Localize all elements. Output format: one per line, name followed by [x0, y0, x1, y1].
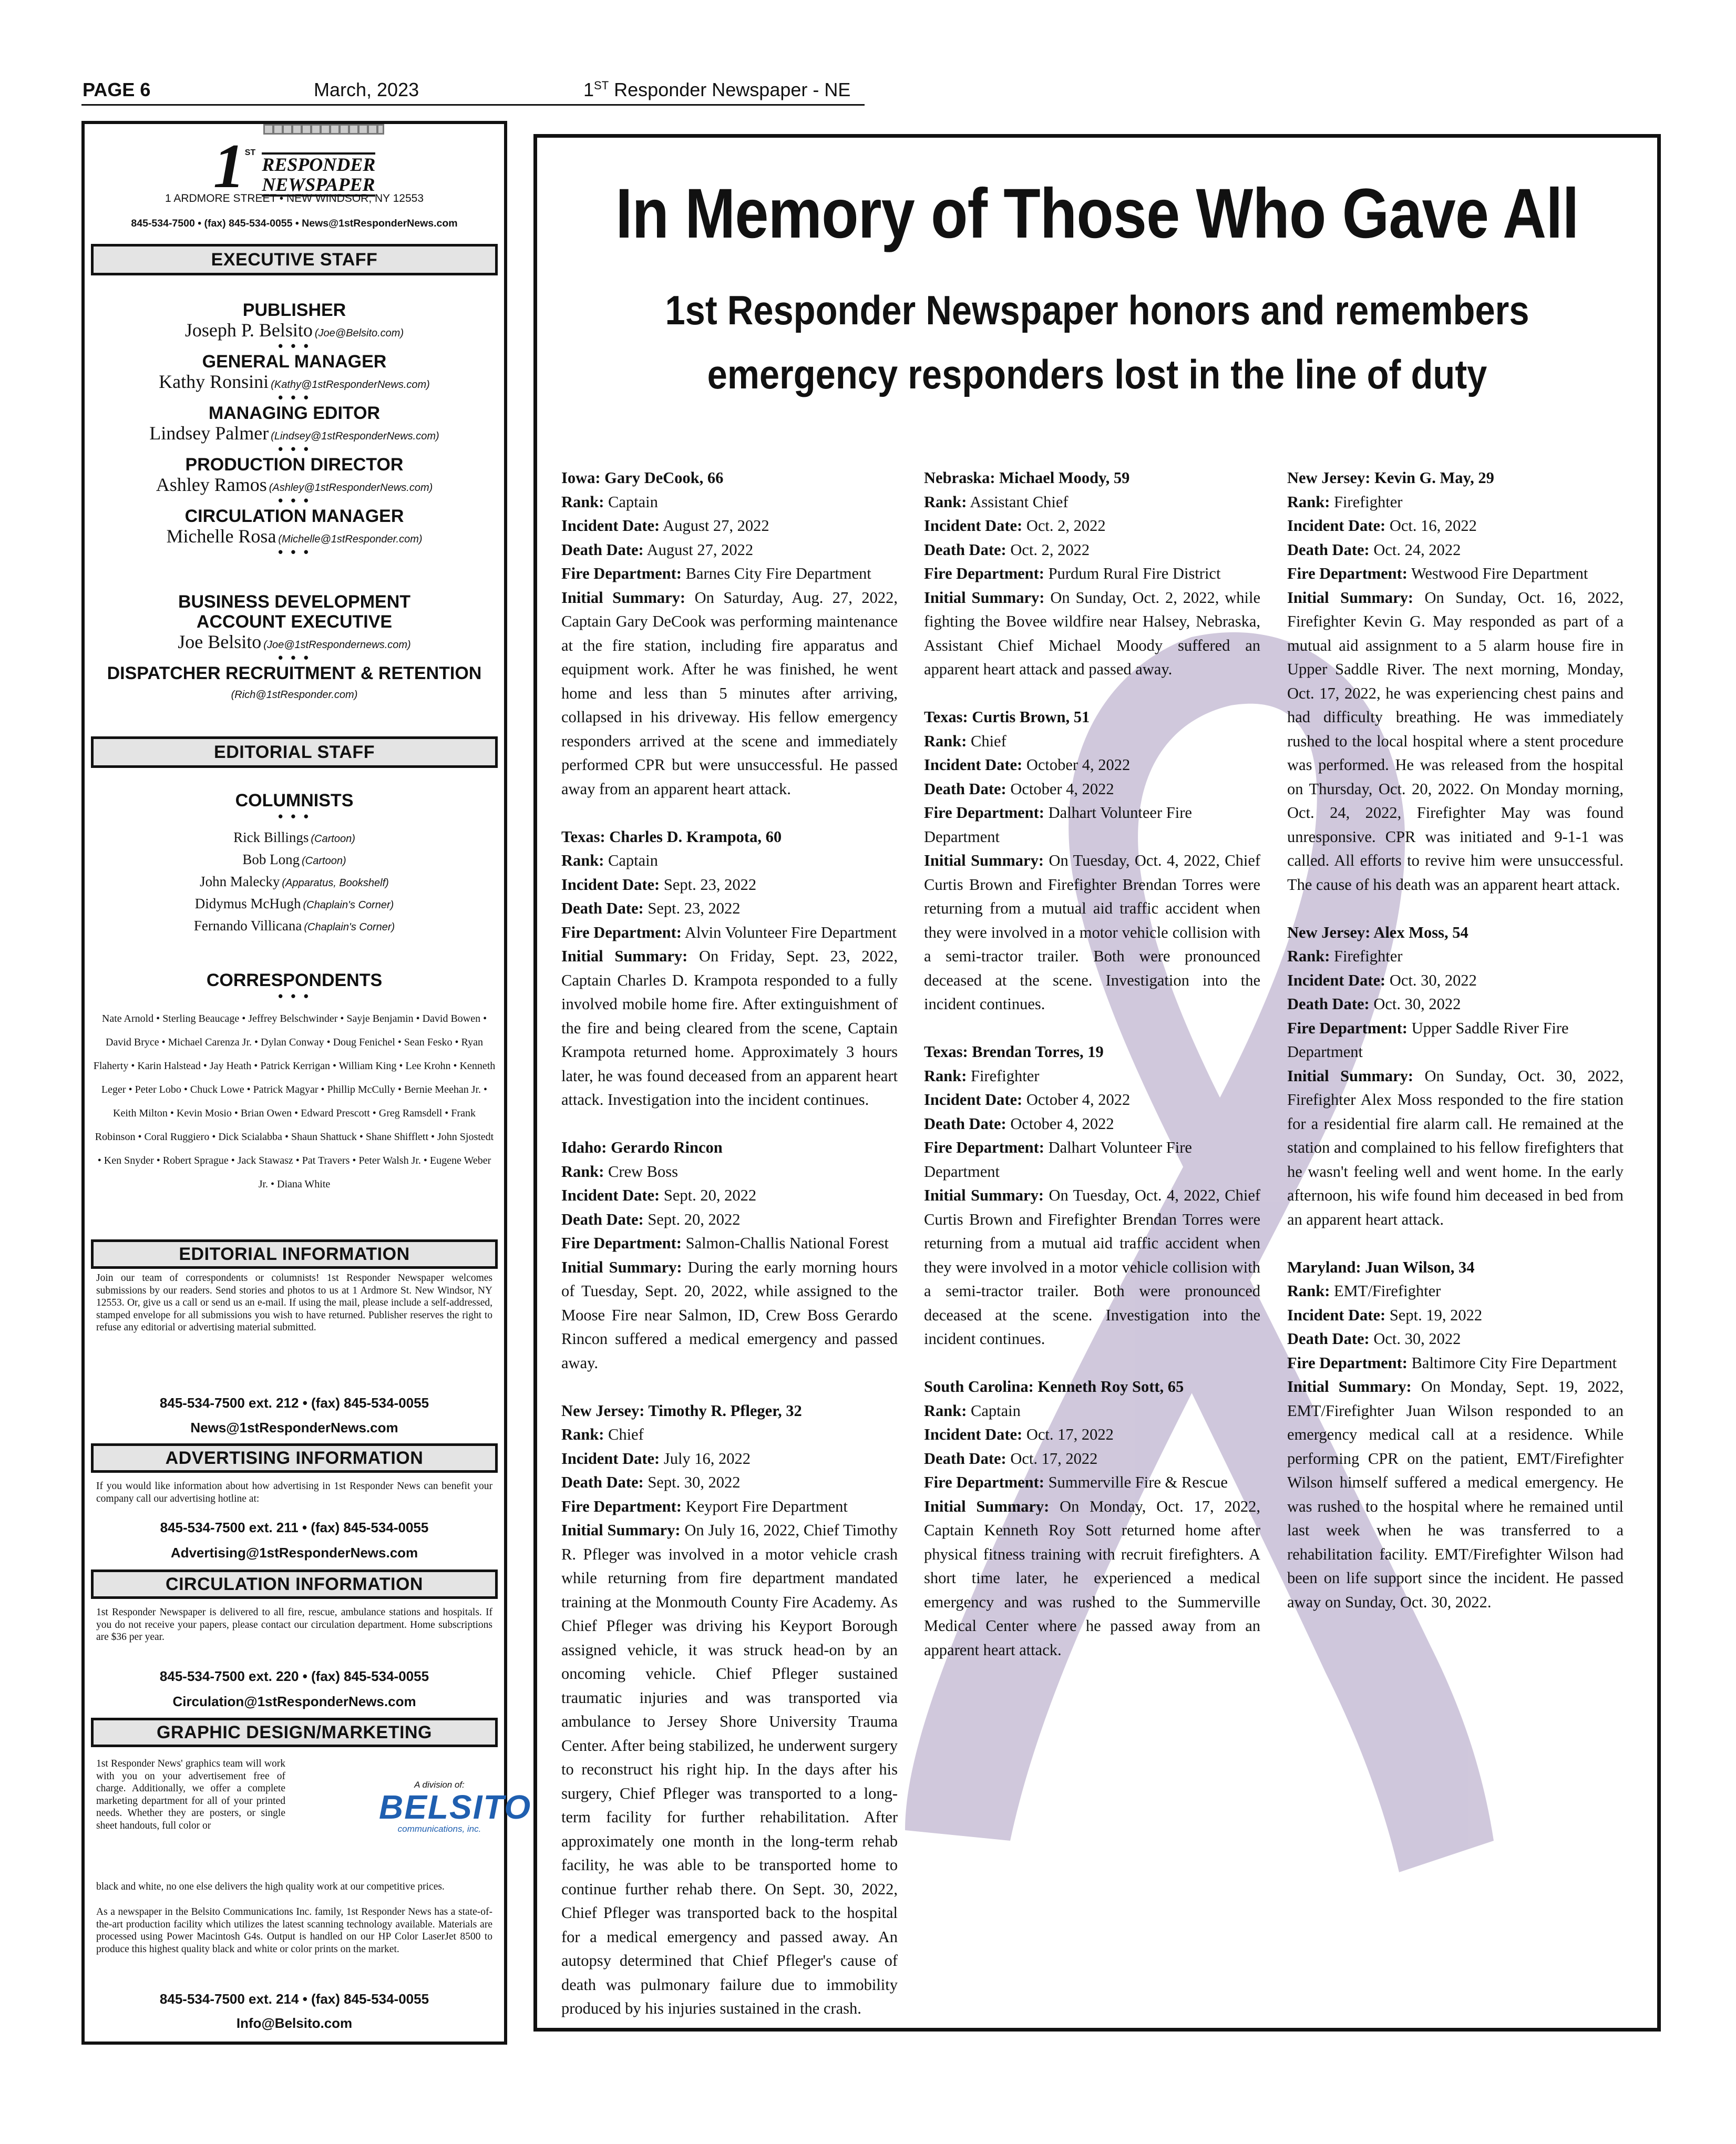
- columnist-entry: [85, 893, 504, 915]
- value-dept: Dalhart Volunteer Fire Department: [924, 1138, 1192, 1181]
- entry-dept: [561, 921, 898, 945]
- graphic-design-text-3: As a newspaper in the Belsito Communications Inc. family, 1st Responder News has a state-of-the-art production facility which utilizes the latest scanning technology available. Materials are processed using Power Macintosh G4s. Output is handled on our HP Color LaserJet 8500 to produce this highest quality black and white or color prints on the market.: [96, 1906, 492, 1955]
- staff-name: Lindsey Palmer: [149, 423, 269, 444]
- value-rank: Captain: [608, 493, 658, 511]
- correspondents-title: CORRESPONDENTS: [206, 970, 383, 990]
- entry-rank: [1287, 1279, 1624, 1304]
- value-dept: Westwood Fire Department: [1411, 565, 1588, 582]
- value-rank: Crew Boss: [608, 1162, 679, 1181]
- headline: In Memory of Those Who Gave All: [615, 175, 1579, 253]
- paper-name: 1ST Responder Newspaper - NE: [583, 79, 851, 100]
- staff-name: Kathy Ronsini: [159, 371, 269, 392]
- entry-dept: [561, 562, 898, 586]
- entry-rank: [924, 490, 1260, 515]
- label-rank: Rank:: [924, 493, 967, 511]
- value-summary: On Monday, Sept. 19, 2022, EMT/Firefighter Juan Wilson responded to an emergency medical call at a residence. While performing CPR on the patient, EMT/Firefighter Wilson himself suffered a medical emergency. He was rushed to the hospital where he remained until last week when he was transferred to a rehabilitation facility. EMT/Firefighter Wilson had been on life support since the incident. He passed away on Sunday, Oct. 30, 2022.: [1287, 1378, 1624, 1611]
- column-2: [924, 466, 1260, 1686]
- label-death: Death Date:: [924, 779, 1006, 798]
- label-dept: Fire Department:: [561, 1497, 682, 1515]
- value-rank: Firefighter: [1333, 493, 1403, 511]
- dispatcher-email: (Rich@1stResponder.com): [231, 689, 358, 701]
- staff-entry: [85, 352, 504, 403]
- value-incident: October 4, 2022: [1026, 756, 1131, 774]
- value-rank: Chief: [608, 1425, 644, 1443]
- label-incident: Incident Date:: [1287, 1306, 1386, 1324]
- entry-summary: [561, 1519, 898, 2021]
- entry-rank: [561, 1423, 898, 1447]
- separator-dots: • • •: [278, 389, 311, 405]
- label-incident: Incident Date:: [561, 875, 660, 894]
- belsito-wordmark: BELSITO: [379, 1788, 532, 1826]
- columnists-title: COLUMNISTS: [235, 791, 354, 811]
- entry-summary: [1287, 1064, 1624, 1232]
- columnist-name: John Malecky: [200, 874, 280, 889]
- entry-heading: New Jersey: Kevin G. May, 29: [1287, 469, 1494, 487]
- entry-death: [561, 897, 898, 921]
- columnist-list: [85, 826, 504, 937]
- staff-name: Joseph P. Belsito: [184, 320, 313, 341]
- entry-incident: [924, 1423, 1260, 1447]
- advertising-info-heading: ADVERTISING INFORMATION: [91, 1443, 498, 1473]
- label-dept: Fire Department:: [1287, 1353, 1408, 1372]
- label-incident: Incident Date:: [924, 1425, 1023, 1443]
- label-dept: Fire Department:: [561, 923, 682, 941]
- columnist-name: Fernando Villicana: [193, 918, 302, 933]
- header-rule: [81, 104, 865, 106]
- label-incident: Incident Date:: [561, 1449, 660, 1468]
- belsito-subtitle: communications, inc.: [397, 1824, 481, 1834]
- editorial-staff-heading: EDITORIAL STAFF: [91, 736, 498, 768]
- value-summary: On Sunday, Oct. 30, 2022, Firefighter Alex Moss responded to the fire station for a residential fire alarm call. He remained at the station and complained to his fellow firefighters that he wasn't feeling well and went home. In the early afternoon, his wife found him deceased in bed from an apparent heart attack.: [1287, 1066, 1624, 1228]
- label-dept: Fire Department:: [561, 565, 682, 582]
- columnist-name: Didymus McHugh: [194, 896, 301, 911]
- bizdev-email: (Joe@1stRespondernews.com): [263, 639, 411, 651]
- label-summary: Initial Summary:: [561, 1521, 681, 1539]
- memorial-entry: [924, 1040, 1260, 1351]
- value-death: Oct. 30, 2022: [1373, 995, 1461, 1013]
- columnist-role: (Cartoon): [311, 833, 355, 845]
- bizdev-title-2: ACCOUNT EXECUTIVE: [196, 612, 393, 632]
- value-incident: Sept. 20, 2022: [663, 1186, 757, 1204]
- entry-rank: [561, 849, 898, 873]
- memorial-entry: [924, 466, 1260, 682]
- staff-entry: [85, 300, 504, 352]
- entry-death: [924, 777, 1260, 802]
- correspondents-list: Nate Arnold • Sterling Beaucage • Jeffrey Belschwinder • Sayje Benjamin • David Bowen • David Bryce • Michael Carenza Jr. • Dylan Conway • Doug Fenichel • Sean Fesko • Ryan Flaherty • Karin Halstead • Jay Heath • Patrick Kerrigan • William King • Lee Krohn • Kenneth Leger • Peter Lobo • Chuck Lowe • Patrick Magyar • Phillip McCully • Bernie Meehan Jr. • Keith Milton • Kevin Mosio • Brian Owen • Edward Prescott • Greg Ramsdell • Frank Robinson • Coral Ruggiero • Dick Scialabba • Shaun Shattuck • Shane Shifflett • John Sjostedt • Ken Snyder • Robert Sprague • Jack Stawasz • Pat Travers • Peter Walsh Jr. • Eugene Weber Jr. • Diana White: [93, 1013, 496, 1190]
- entry-incident: [1287, 514, 1624, 538]
- columnist-role: (Chaplain's Corner): [304, 921, 395, 933]
- value-summary: During the early morning hours of Tuesday, Sept. 20, 2022, while assigned to the Moose Fire near Salmon, ID, Crew Boss Gerardo Rincon suffered a medical emergency and passed away.: [561, 1258, 898, 1372]
- value-dept: Keyport Fire Department: [685, 1497, 848, 1515]
- entry-heading: South Carolina: Kenneth Roy Sott, 65: [924, 1378, 1184, 1396]
- correspondents-title-block: [85, 970, 504, 1002]
- entry-rank: [561, 490, 898, 515]
- fire-truck-logo-icon: [263, 124, 384, 135]
- value-summary: On July 16, 2022, Chief Timothy R. Pfleger was involved in a motor vehicle crash while returning from fire department mandated training at the Monmouth County Fire Academy. As Chief Pfleger was driving his Keyport Borough assigned vehicle, it was struck head-on by an oncoming vehicle. Chief Pfleger sustained traumatic injuries and was transported via ambulance to Jersey Shore University Trauma Center. After being stabilized, he underwent surgery to reconstruct his right hip. In the days after his surgery, Chief Pfleger was transported to a long-term facility for further rehabilitation. After approximately one month in the long-term rehab facility, he was able to be transported home to continue further rehab there. On Sept. 30, 2022, Chief Pfleger was transported back to the hospital for a medical emergency and passed away. An autopsy determined that Chief Pfleger's cause of death was pulmonary failure due to immobility produced by his injuries sustained in the crash.: [561, 1521, 898, 2017]
- memorial-entry: [561, 1136, 898, 1375]
- bizdev-title: BUSINESS DEVELOPMENT: [178, 592, 411, 612]
- contact-line: 845-534-7500 • (fax) 845-534-0055 • News@1stResponderNews.com: [131, 218, 458, 229]
- separator-dots: • • •: [278, 988, 311, 1004]
- columnist-role: (Cartoon): [302, 855, 346, 867]
- entry-summary: [924, 849, 1260, 1017]
- circulation-info-heading: CIRCULATION INFORMATION: [91, 1569, 498, 1599]
- staff-entry: [85, 455, 504, 506]
- label-summary: Initial Summary:: [924, 1186, 1044, 1204]
- entry-death: [1287, 992, 1624, 1017]
- label-death: Death Date:: [561, 899, 644, 917]
- columnist-entry: [85, 915, 504, 937]
- columnist-role: (Chaplain's Corner): [303, 899, 394, 911]
- entry-heading: New Jersey: Timothy R. Pfleger, 32: [561, 1401, 802, 1420]
- value-dept: Alvin Volunteer Fire Department: [684, 923, 897, 941]
- column-3: [1287, 466, 1624, 1638]
- entry-incident: [561, 514, 898, 538]
- value-death: Oct. 24, 2022: [1373, 540, 1461, 559]
- entry-heading: Texas: Curtis Brown, 51: [924, 708, 1090, 726]
- label-death: Death Date:: [924, 540, 1006, 559]
- entry-dept: [924, 1471, 1260, 1495]
- graphic-phone: 845-534-7500 ext. 214 • (fax) 845-534-0055: [159, 1991, 429, 2007]
- entry-heading: Iowa: Gary DeCook, 66: [561, 469, 724, 487]
- newspaper-logo: [85, 131, 504, 201]
- label-incident: Incident Date:: [1287, 971, 1386, 989]
- memorial-entry: [1287, 466, 1624, 897]
- entry-death: [924, 1447, 1260, 1471]
- columnist-name: Rick Billings: [233, 829, 309, 845]
- value-incident: October 4, 2022: [1026, 1091, 1131, 1109]
- label-rank: Rank:: [561, 493, 604, 511]
- address: 1 ARDMORE STREET • NEW WINDSOR, NY 12553: [165, 192, 424, 204]
- value-death: Oct. 17, 2022: [1010, 1449, 1098, 1468]
- editorial-phone: 845-534-7500 ext. 212 • (fax) 845-534-0055: [159, 1395, 429, 1411]
- label-incident: Incident Date:: [1287, 517, 1386, 535]
- staff-email: (Lindsey@1stResponderNews.com): [271, 430, 439, 442]
- staff-email: (Joe@Belsito.com): [314, 327, 404, 339]
- subheadline-2: emergency responders lost in the line of duty: [707, 351, 1487, 397]
- entry-incident: [561, 1447, 898, 1471]
- entry-heading: New Jersey: Alex Moss, 54: [1287, 923, 1468, 941]
- label-rank: Rank:: [924, 732, 967, 750]
- label-summary: Initial Summary:: [561, 588, 686, 607]
- label-incident: Incident Date:: [561, 1186, 660, 1204]
- label-death: Death Date:: [924, 1449, 1006, 1468]
- value-summary: On Saturday, Aug. 27, 2022, Captain Gary DeCook was performing maintenance at the fire station, including fire apparatus and equipment work. After he was finished, he went home and less than 5 minutes after arriving, collapsed in his driveway. His fellow emergency responders arrived at the scene and immediately performed CPR but were unsuccessful. He passed away from an apparent heart attack.: [561, 588, 898, 798]
- editorial-info-heading: EDITORIAL INFORMATION: [91, 1239, 498, 1269]
- value-death: Sept. 20, 2022: [648, 1210, 741, 1228]
- memorial-entry: [561, 466, 898, 801]
- value-rank: Firefighter: [970, 1066, 1040, 1085]
- entry-summary: [1287, 586, 1624, 897]
- value-death: Sept. 23, 2022: [648, 899, 741, 917]
- column-1: [561, 466, 898, 2032]
- label-rank: Rank:: [561, 1162, 604, 1181]
- entry-incident: [924, 1088, 1260, 1112]
- label-death: Death Date:: [1287, 1330, 1370, 1348]
- label-dept: Fire Department:: [924, 1473, 1044, 1491]
- entry-heading: Maryland: Juan Wilson, 34: [1287, 1258, 1475, 1276]
- value-summary: On Sunday, Oct. 2, 2022, while fighting the Bovee wildfire near Halsey, Nebraska, Assistant Chief Michael Moody suffered an apparent heart attack and passed away.: [924, 588, 1261, 678]
- staff-title: GENERAL MANAGER: [202, 352, 387, 372]
- executive-staff-heading: EXECUTIVE STAFF: [91, 244, 498, 275]
- label-rank: Rank:: [1287, 493, 1330, 511]
- value-incident: August 27, 2022: [663, 517, 769, 535]
- editorial-info-text: Join our team of correspondents or columnists! 1st Responder Newspaper welcomes submissions by our readers. Send stories and photos to us at 1 Ardmore St. New Windsor, NY 12553. Or, give us a call or send us an e-mail. If using the mail, please include a self-addressed, stamped envelope for all submissions you wish to have returned. Publisher reserves the right to refuse any editorial or advertising material submitted.: [96, 1273, 492, 1333]
- entry-incident: [561, 873, 898, 897]
- value-death: October 4, 2022: [1010, 779, 1114, 798]
- circulation-email: Circulation@1stResponderNews.com: [172, 1694, 416, 1709]
- label-summary: Initial Summary:: [561, 1258, 682, 1276]
- belsito-division-label: A division of:: [414, 1780, 465, 1790]
- entry-summary: [1287, 1375, 1624, 1614]
- graphic-design-text: 1st Responder News' graphics team will work with you on your advertisement free of charge. Additionally, we offer a complete marketing department for all of your printed needs. Whether they are posters, or single sheet handouts, full color or: [96, 1758, 285, 1831]
- logo-numeral: 1: [213, 131, 245, 201]
- value-dept: Baltimore City Fire Department: [1411, 1353, 1617, 1372]
- value-incident: Sept. 23, 2022: [663, 875, 757, 894]
- label-summary: Initial Summary:: [924, 1497, 1050, 1515]
- value-incident: July 16, 2022: [663, 1449, 751, 1468]
- value-dept: Barnes City Fire Department: [685, 565, 871, 582]
- entry-dept: [1287, 562, 1624, 586]
- value-rank: Firefighter: [1333, 947, 1403, 965]
- label-dept: Fire Department:: [924, 565, 1044, 582]
- label-rank: Rank:: [924, 1401, 967, 1420]
- value-summary: On Friday, Sept. 23, 2022, Captain Charles D. Krampota responded to a fully involved mobile home fire. After extinguishment of the fire and being cleared from the scene, Captain Krampota returned home. Approximately 3 hours later, he was found deceased from an apparent heart attack. Investigation into the incident continues.: [561, 947, 898, 1109]
- label-death: Death Date:: [561, 1473, 644, 1491]
- memorial-entry: [924, 1375, 1260, 1662]
- entry-death: [924, 538, 1260, 562]
- label-death: Death Date:: [561, 1210, 644, 1228]
- label-dept: Fire Department:: [1287, 1019, 1408, 1037]
- entry-dept: [924, 1136, 1260, 1184]
- entry-summary: [924, 1495, 1260, 1663]
- value-death: Sept. 30, 2022: [648, 1473, 741, 1491]
- value-rank: Assistant Chief: [970, 493, 1069, 511]
- entry-heading: Texas: Brendan Torres, 19: [924, 1043, 1104, 1061]
- columnist-name: Bob Long: [242, 852, 300, 867]
- label-dept: Fire Department:: [924, 1138, 1044, 1156]
- entry-summary: [924, 586, 1260, 682]
- entry-dept: [561, 1495, 898, 1519]
- value-death: August 27, 2022: [646, 540, 754, 559]
- entry-rank: [924, 1064, 1260, 1089]
- staff-email: (Ashley@1stResponderNews.com): [269, 482, 433, 494]
- label-summary: Initial Summary:: [924, 588, 1045, 607]
- staff-email: (Kathy@1stResponderNews.com): [271, 379, 430, 391]
- circulation-info-text: 1st Responder Newspaper is delivered to all fire, rescue, ambulance stations and hospitals. If you do not receive your papers, please contact our circulation department. Home subscriptions are $36 per year.: [96, 1607, 492, 1643]
- entry-rank: [924, 1399, 1260, 1423]
- entry-death: [1287, 538, 1624, 562]
- value-incident: Oct. 17, 2022: [1026, 1425, 1114, 1443]
- value-dept: Summerville Fire & Rescue: [1048, 1473, 1228, 1491]
- graphic-email: Info@Belsito.com: [236, 2015, 353, 2031]
- label-incident: Incident Date:: [924, 1091, 1023, 1109]
- entry-incident: [1287, 1304, 1624, 1328]
- columnist-entry: [85, 848, 504, 870]
- issue-date: March, 2023: [314, 79, 419, 100]
- entry-summary: [561, 586, 898, 802]
- entry-death: [561, 538, 898, 562]
- value-incident: Oct. 2, 2022: [1026, 517, 1106, 535]
- entry-summary: [924, 1184, 1260, 1351]
- columnist-role: (Apparatus, Bookshelf): [282, 877, 389, 889]
- label-incident: Incident Date:: [924, 756, 1023, 774]
- entry-death: [561, 1471, 898, 1495]
- entry-incident: [561, 1184, 898, 1208]
- value-death: October 4, 2022: [1010, 1114, 1114, 1133]
- value-summary: On Tuesday, Oct. 4, 2022, Chief Curtis Brown and Firefighter Brendan Torres were returning from a mutual aid traffic accident when they were involved in a motor vehicle collision with a semi-tractor trailer. Both were pronounced deceased at the scene. Investigation into the incident continues.: [924, 852, 1261, 1013]
- value-dept: Dalhart Volunteer Fire Department: [924, 804, 1192, 846]
- columnists-block: [85, 791, 504, 937]
- memorial-entry: [924, 705, 1260, 1017]
- entry-dept: [561, 1232, 898, 1256]
- entry-rank: [1287, 490, 1624, 515]
- label-incident: Incident Date:: [561, 517, 660, 535]
- advertising-phone: 845-534-7500 ext. 211 • (fax) 845-534-0055: [160, 1520, 429, 1535]
- label-death: Death Date:: [561, 540, 644, 559]
- label-rank: Rank:: [1287, 947, 1330, 965]
- entry-summary: [561, 1256, 898, 1376]
- circulation-phone: 845-534-7500 ext. 220 • (fax) 845-534-0055: [159, 1668, 429, 1684]
- memorial-entry: [561, 1399, 898, 2021]
- memorial-entry: [1287, 1256, 1624, 1615]
- label-summary: Initial Summary:: [1287, 588, 1414, 607]
- masthead-box: [81, 121, 532, 2045]
- staff-title: CIRCULATION MANAGER: [184, 506, 404, 526]
- entry-heading: Texas: Charles D. Krampota, 60: [561, 827, 782, 846]
- label-incident: Incident Date:: [924, 517, 1023, 535]
- entry-dept: [924, 801, 1260, 849]
- label-rank: Rank:: [561, 1425, 604, 1443]
- memorial-entry: [561, 825, 898, 1112]
- subheadline-1: 1st Responder Newspaper honors and remembers: [665, 287, 1529, 333]
- value-dept: Upper Saddle River Fire Department: [1287, 1019, 1569, 1061]
- entry-death: [924, 1112, 1260, 1136]
- advertising-info-text: If you would like information about how advertising in 1st Responder News can benefit your company call our advertising hotline at:: [96, 1481, 492, 1504]
- entry-heading: Nebraska: Michael Moody, 59: [924, 469, 1130, 487]
- page-number: PAGE 6: [83, 79, 151, 100]
- entry-incident: [1287, 969, 1624, 993]
- editorial-email: News@1stResponderNews.com: [190, 1420, 398, 1435]
- graphic-design-heading: GRAPHIC DESIGN/MARKETING: [91, 1718, 498, 1747]
- entry-rank: [924, 730, 1260, 754]
- label-dept: Fire Department:: [924, 804, 1044, 822]
- columnist-entry: [85, 870, 504, 893]
- label-rank: Rank:: [924, 1066, 967, 1085]
- graphic-design-text-2: black and white, no one else delivers the high quality work at our competitive prices.: [96, 1881, 445, 1892]
- entry-dept: [924, 562, 1260, 586]
- value-incident: Sept. 19, 2022: [1389, 1306, 1483, 1324]
- value-rank: Chief: [970, 732, 1006, 750]
- value-incident: Oct. 16, 2022: [1389, 517, 1477, 535]
- value-rank: Captain: [608, 852, 658, 869]
- value-rank: EMT/Firefighter: [1333, 1282, 1441, 1300]
- memorial-entry: [1287, 921, 1624, 1232]
- value-death: Oct. 2, 2022: [1010, 540, 1090, 559]
- entry-dept: [1287, 1351, 1624, 1376]
- entry-rank: [561, 1160, 898, 1184]
- value-rank: Captain: [970, 1401, 1021, 1420]
- logo-words: RESPONDER NEWSPAPER: [262, 152, 375, 197]
- label-rank: Rank:: [1287, 1282, 1330, 1300]
- separator-dots: • • •: [278, 493, 311, 508]
- separator-dots: • • •: [278, 338, 311, 354]
- value-incident: Oct. 30, 2022: [1389, 971, 1477, 989]
- staff-entry: [85, 506, 504, 558]
- logo-st: ST: [244, 148, 256, 157]
- separator-dots: • • •: [278, 544, 311, 560]
- label-dept: Fire Department:: [561, 1234, 682, 1252]
- entry-death: [1287, 1327, 1624, 1351]
- entry-incident: [924, 514, 1260, 538]
- staff-entry: [85, 403, 504, 455]
- label-summary: Initial Summary:: [561, 947, 688, 965]
- dispatcher-title: DISPATCHER RECRUITMENT & RETENTION: [107, 663, 482, 683]
- executive-staff-list: [85, 300, 504, 558]
- staff-name: Michelle Rosa: [166, 526, 276, 547]
- value-summary: On Monday, Oct. 17, 2022, Captain Kenneth Roy Sott returned home after physical fitness training with recruit firefighters. A short time later, he experienced a medical emergency and was rushed to the Summerville Medical Center where he passed away from an apparent heart attack.: [924, 1497, 1260, 1659]
- separator-dots: • • •: [278, 441, 311, 457]
- value-death: Oct. 30, 2022: [1373, 1330, 1461, 1348]
- belsito-logo: [379, 1780, 532, 1834]
- label-death: Death Date:: [1287, 540, 1370, 559]
- bizdev-name: Joe Belsito: [178, 631, 262, 652]
- entry-summary: [561, 945, 898, 1112]
- staff-name: Ashley Ramos: [156, 474, 267, 495]
- value-dept: Purdum Rural Fire District: [1048, 565, 1221, 582]
- value-summary: On Sunday, Oct. 16, 2022, Firefighter Kevin G. May responded as part of a mutual aid assignment to a 5 alarm house fire in Upper Saddle River. The next morning, Monday, Oct. 17, 2022, he was experiencing chest pains and had difficulty breathing. He was immediately rushed to the local hospital where a stent procedure was performed. He was released from the hospital on Thursday, Oct. 20, 2022. On Monday morning, Oct. 24, 2022, Firefighter May was found unresponsive. CPR was initiated and 9-1-1 was called. All efforts to revive him were unsuccessful. The cause of his death was an apparent heart attack.: [1287, 588, 1624, 894]
- value-dept: Salmon-Challis National Forest: [685, 1234, 889, 1252]
- columnist-entry: [85, 826, 504, 848]
- staff-title: MANAGING EDITOR: [208, 403, 381, 423]
- label-death: Death Date:: [924, 1114, 1006, 1133]
- label-summary: Initial Summary:: [1287, 1066, 1414, 1085]
- separator-dots: • • •: [278, 650, 311, 665]
- memorial-box: [533, 134, 1661, 2032]
- staff-title: PRODUCTION DIRECTOR: [185, 455, 404, 475]
- staff-email: (Michelle@1stResponder.com): [278, 534, 423, 545]
- entry-death: [561, 1208, 898, 1232]
- staff-title: PUBLISHER: [242, 300, 346, 320]
- entry-heading: Idaho: Gerardo Rincon: [561, 1138, 723, 1156]
- advertising-email: Advertising@1stResponderNews.com: [170, 1545, 418, 1561]
- bizdev-block: [85, 592, 504, 706]
- entry-dept: [1287, 1017, 1624, 1064]
- separator-dots: • • •: [278, 808, 311, 824]
- entry-incident: [924, 753, 1260, 777]
- entry-rank: [1287, 945, 1624, 969]
- label-summary: Initial Summary:: [924, 852, 1044, 869]
- label-dept: Fire Department:: [1287, 565, 1408, 582]
- label-rank: Rank:: [561, 852, 604, 869]
- label-summary: Initial Summary:: [1287, 1378, 1412, 1396]
- value-summary: On Tuesday, Oct. 4, 2022, Chief Curtis Brown and Firefighter Brendan Torres were returning from a mutual aid traffic accident when they were involved in a motor vehicle collision with a semi-tractor trailer. Both were pronounced deceased at the scene. Investigation into the incident continues.: [924, 1186, 1261, 1348]
- label-death: Death Date:: [1287, 995, 1370, 1013]
